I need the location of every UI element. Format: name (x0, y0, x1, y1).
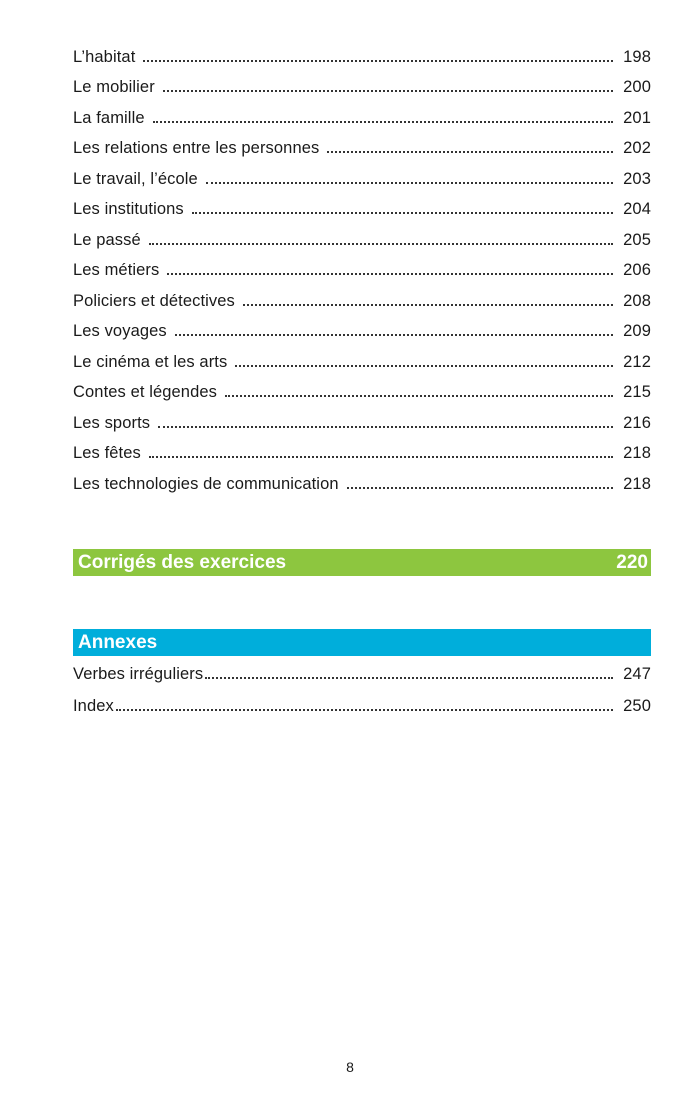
toc-entry-page: 203 (623, 169, 651, 188)
toc-entry-famille[interactable] (73, 102, 651, 133)
toc-entry-verbes[interactable] (73, 656, 651, 689)
annexes-list (73, 656, 651, 721)
section-title: Corrigés des exercices (78, 551, 287, 573)
toc-entry-page: 247 (623, 664, 651, 683)
toc-entry-title: Index (73, 697, 114, 715)
toc-entry-title: Le passé (73, 230, 141, 249)
toc-entry-fetes[interactable] (73, 438, 651, 469)
toc-entry-contes[interactable] (73, 377, 651, 408)
dot-leader (163, 90, 613, 92)
dot-leader (243, 304, 613, 306)
toc-entry-page: 209 (623, 322, 651, 340)
dot-leader (149, 243, 613, 245)
toc-entry-title: Le cinéma et les arts (73, 352, 228, 371)
toc-entry-voyages[interactable] (73, 316, 651, 347)
dot-leader (192, 212, 613, 214)
dot-leader (116, 709, 613, 711)
toc-entry-title: L’habitat (73, 47, 136, 66)
dot-leader (235, 365, 613, 367)
dot-leader (158, 426, 613, 428)
toc-entry-page: 212 (623, 352, 651, 371)
toc-entry-page: 206 (623, 261, 651, 279)
section-header-corriges[interactable] (73, 549, 651, 576)
toc-entry-page: 215 (623, 383, 651, 401)
toc-entry-title: Les voyages (73, 322, 167, 340)
toc-entry-page: 208 (623, 291, 651, 310)
toc-entry-page: 198 (623, 47, 651, 66)
toc-entry-title: Le mobilier (73, 78, 155, 96)
toc-entry-title: Le travail, l’école (73, 169, 198, 188)
toc-entry-page: 216 (623, 413, 651, 432)
toc-entry-page: 218 (623, 444, 651, 462)
toc-list (73, 41, 651, 499)
toc-entry-index[interactable] (73, 689, 651, 722)
dot-leader (149, 456, 613, 458)
toc-entry-travail[interactable] (73, 163, 651, 194)
toc-entry-sports[interactable] (73, 407, 651, 438)
toc-entry-title: Les sports (73, 413, 151, 432)
dot-leader (205, 677, 613, 679)
toc-entry-title: Les technologies de communication (73, 474, 339, 493)
page-number: 8 (346, 1059, 354, 1075)
toc-entry-institutions[interactable] (73, 194, 651, 225)
toc-entry-title: Les fêtes (73, 444, 141, 462)
dot-leader (206, 182, 613, 184)
dot-leader (327, 151, 613, 153)
toc-entry-policiers[interactable] (73, 285, 651, 316)
toc-entry-page: 204 (623, 200, 651, 218)
toc-entry-cinema[interactable] (73, 346, 651, 377)
toc-entry-title: Policiers et détectives (73, 291, 235, 310)
dot-leader (153, 121, 614, 123)
toc-entry-metiers[interactable] (73, 255, 651, 286)
section-title: Annexes (78, 631, 158, 653)
toc-entry-title: Verbes irréguliers (73, 664, 204, 683)
dot-leader (175, 334, 613, 336)
toc-entry-title: Les institutions (73, 200, 184, 218)
toc-entry-title: Contes et légendes (73, 383, 217, 401)
toc-entry-page: 205 (623, 230, 651, 249)
toc-entry-relations[interactable] (73, 133, 651, 164)
section-header-annexes (73, 629, 651, 656)
toc-entry-habitat[interactable] (73, 41, 651, 72)
toc-entry-page: 200 (623, 78, 651, 96)
dot-leader (167, 273, 613, 275)
toc-entry-mobilier[interactable] (73, 72, 651, 103)
section-page: 220 (616, 551, 648, 573)
toc-entry-technologies[interactable] (73, 468, 651, 499)
toc-entry-title: Les métiers (73, 261, 160, 279)
dot-leader (225, 395, 613, 397)
toc-entry-title: La famille (73, 108, 145, 127)
toc-entry-page: 201 (623, 108, 651, 127)
dot-leader (347, 487, 614, 489)
toc-entry-title: Les relations entre les personnes (73, 139, 320, 157)
dot-leader (143, 60, 613, 62)
toc-entry-passe[interactable] (73, 224, 651, 255)
toc-entry-page: 218 (623, 474, 651, 493)
toc-entry-page: 202 (623, 139, 651, 157)
toc-entry-page: 250 (623, 697, 651, 715)
